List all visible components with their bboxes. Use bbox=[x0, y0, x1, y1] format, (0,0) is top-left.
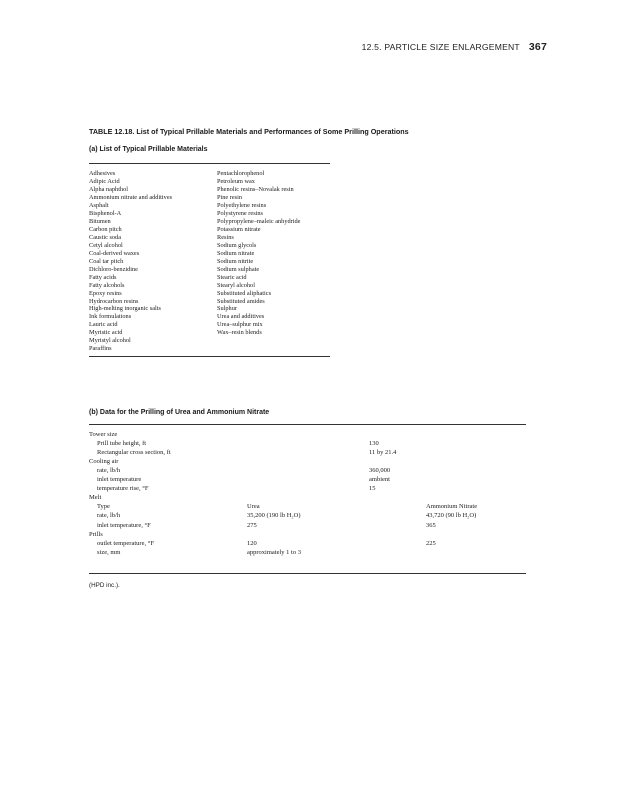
table-row bbox=[0, 548, 617, 557]
material-item: Adhesives bbox=[89, 170, 116, 177]
urea-value: 35,200 (190 lb H₂O) bbox=[247, 512, 301, 520]
table-row bbox=[0, 466, 617, 475]
part-b-title: (b) Data for the Prilling of Urea and Ammonium Nitrate bbox=[89, 409, 270, 416]
material-item: Sodium glycols bbox=[217, 241, 257, 249]
material-item: Fatty acids bbox=[89, 273, 117, 281]
urea-value: 120 bbox=[247, 539, 257, 547]
shared-value: ambient bbox=[369, 476, 390, 484]
table-row bbox=[0, 493, 617, 502]
part-a-bottom-rule bbox=[89, 356, 330, 357]
material-item: Wax–resin blends bbox=[217, 329, 262, 337]
urea-value: approximately 1 to 3 bbox=[247, 548, 301, 556]
table-row bbox=[0, 539, 617, 548]
row-label: Melt bbox=[89, 494, 102, 502]
material-item: Urea and additives bbox=[217, 313, 265, 321]
part-b-top-rule bbox=[89, 424, 526, 425]
part-b-bottom-rule bbox=[89, 573, 526, 574]
table-row bbox=[0, 530, 617, 539]
ammonium-nitrate-value: 225 bbox=[426, 539, 436, 547]
material-item: Sodium nitrate bbox=[217, 249, 255, 257]
ammonium-nitrate-value: 43,720 (90 lb H₂O) bbox=[426, 512, 477, 520]
material-item: Potassium nitrate bbox=[217, 225, 261, 233]
shared-value: 130 bbox=[369, 440, 379, 448]
section-title: 12.5. PARTICLE SIZE ENLARGEMENT bbox=[361, 42, 520, 52]
row-label: inlet temperature bbox=[97, 476, 142, 484]
material-item: Carbon pitch bbox=[89, 225, 122, 233]
row-label: temperature rise, °F bbox=[97, 485, 149, 493]
material-item: Asphalt bbox=[89, 201, 109, 209]
row-label: rate, lb/h bbox=[97, 512, 121, 520]
row-label: rate, lb/h bbox=[97, 467, 121, 475]
row-label: outlet temperature, °F bbox=[97, 539, 154, 547]
urea-value: Urea bbox=[247, 503, 260, 511]
material-item: Cetyl alcohol bbox=[89, 241, 123, 249]
ammonium-nitrate-value: Ammonium Nitrate bbox=[426, 503, 478, 511]
material-item: Phenolic resins–Novalak resin bbox=[217, 185, 294, 193]
material-item: Coal tar pitch bbox=[89, 257, 124, 265]
material-item: Myristic acid bbox=[89, 329, 123, 337]
table-row bbox=[0, 502, 617, 511]
row-label: Tower size bbox=[89, 431, 118, 438]
row-label: Cooling air bbox=[89, 458, 119, 466]
material-item: Polypropylene–maleic anhydride bbox=[217, 217, 301, 225]
material-item: Alpha naphthol bbox=[89, 185, 128, 193]
shared-value: 15 bbox=[369, 485, 376, 493]
material-item: Polystyrene resins bbox=[217, 209, 263, 217]
table-row bbox=[0, 484, 617, 493]
ammonium-nitrate-value: 365 bbox=[426, 521, 436, 529]
table-source: (HPD inc.). bbox=[89, 582, 120, 589]
material-item: Coal-derived waxes bbox=[89, 249, 140, 257]
materials-column-2 bbox=[217, 170, 300, 337]
material-item: Ammonium nitrate and additives bbox=[89, 193, 173, 201]
material-item: Resins bbox=[217, 233, 234, 241]
table-title: TABLE 12.18. List of Typical Prillable Materials and Performances of Some Prilling Operations bbox=[89, 127, 409, 136]
material-item: Urea–sulphur mix bbox=[217, 321, 263, 329]
shared-value: 11 by 21.4 bbox=[369, 449, 397, 457]
urea-value: 275 bbox=[247, 521, 257, 529]
material-item: Pentachlorophenol bbox=[217, 170, 265, 177]
material-item: Adipic Acid bbox=[89, 177, 120, 185]
material-item: Substituted aliphatics bbox=[217, 289, 272, 297]
material-item: Hydrocarbon resins bbox=[89, 297, 139, 305]
materials-column-1 bbox=[89, 170, 172, 353]
material-item: Bitumen bbox=[89, 217, 111, 225]
material-item: Epoxy resins bbox=[89, 289, 122, 297]
table-row bbox=[0, 521, 617, 530]
material-item: Fatty alcohols bbox=[89, 281, 125, 289]
material-item: Lauric acid bbox=[89, 321, 118, 329]
part-a-title: (a) List of Typical Prillable Materials bbox=[89, 146, 208, 153]
material-item: Bisphenol-A bbox=[89, 209, 122, 217]
material-item: Paraffins bbox=[89, 345, 112, 353]
table-row bbox=[0, 511, 617, 520]
material-item: High-melting inorganic salts bbox=[89, 305, 161, 313]
table-row bbox=[0, 448, 617, 457]
row-label: Prills bbox=[89, 530, 103, 538]
table-row bbox=[0, 475, 617, 484]
material-item: Polyethylene resins bbox=[217, 201, 267, 209]
material-item: Sodium sulphate bbox=[217, 265, 260, 273]
material-item: Ink formulations bbox=[89, 313, 132, 321]
running-head bbox=[362, 41, 547, 53]
table-row bbox=[0, 439, 617, 448]
page-number: 367 bbox=[528, 41, 547, 53]
row-label: inlet temperature, °F bbox=[97, 521, 151, 529]
material-item: Pine resin bbox=[217, 193, 243, 201]
material-item: Caustic soda bbox=[89, 233, 122, 241]
material-item: Sodium nitrite bbox=[217, 257, 254, 265]
material-item: Substituted amides bbox=[217, 297, 265, 305]
material-item: Sulphur bbox=[217, 305, 237, 313]
shared-value: 360,000 bbox=[369, 467, 391, 475]
row-label: Prill tube height, ft bbox=[97, 440, 147, 448]
material-item: Stearic acid bbox=[217, 273, 247, 281]
table-row bbox=[0, 430, 617, 439]
material-item: Stearyl alcohol bbox=[217, 281, 255, 289]
material-item: Petroleum wax bbox=[217, 177, 255, 185]
row-label: Type bbox=[97, 503, 110, 511]
material-item: Dichloro-benzidine bbox=[89, 265, 138, 273]
row-label: Rectangular cross section, ft bbox=[97, 449, 171, 457]
table-row bbox=[0, 457, 617, 466]
part-a-top-rule bbox=[89, 163, 330, 164]
material-item: Myristyl alcohol bbox=[89, 337, 131, 345]
row-label: size, mm bbox=[97, 548, 121, 556]
